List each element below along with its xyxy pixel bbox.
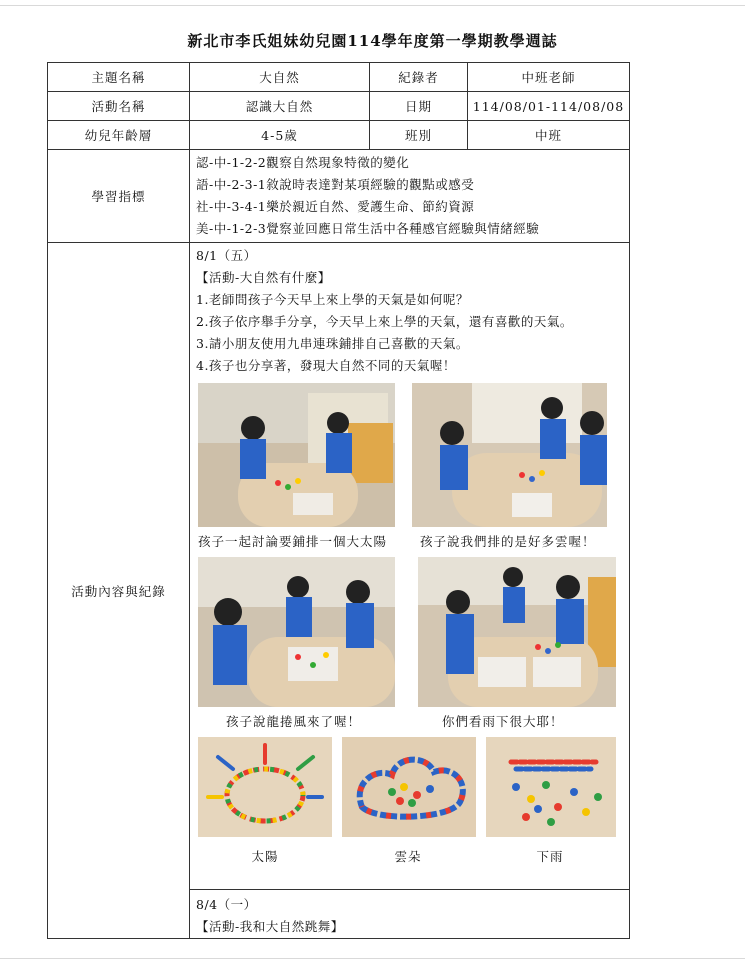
photo-caption: 孩子說我們排的是好多雲喔！ [420, 534, 596, 549]
theme-label: 主題名稱 [48, 63, 190, 92]
class-label: 班別 [370, 121, 468, 150]
classroom-photo-3 [198, 557, 395, 707]
classroom-photo-4 [418, 557, 616, 707]
day2-date: 8/4（一） [196, 897, 257, 912]
photo-caption: 孩子一起討論要鋪排一個大太陽 [198, 534, 388, 549]
bead-cloud-photo [342, 737, 476, 837]
date-value: 114/08/01-114/08/08 [468, 92, 630, 121]
photo-caption: 你們看雨下很大耶！ [442, 714, 564, 729]
bead-photo-row [190, 737, 629, 871]
recorder-value: 中班老師 [468, 63, 630, 92]
day1-step: 2.孩子依序舉手分享，今天早上來上學的天氣，還有喜歡的天氣。 [196, 314, 573, 329]
date-label: 日期 [370, 92, 468, 121]
recorder-label: 紀錄者 [370, 63, 468, 92]
bead-rain-photo [486, 737, 616, 837]
record-label: 活動內容與紀錄 [48, 243, 190, 939]
classroom-photo-2 [412, 383, 607, 527]
age-value: 4-5歲 [190, 121, 370, 150]
goal-item: 認-中-1-2-2觀察自然現象特徵的變化 [196, 155, 410, 170]
day2-activity-title: 【活動-我和大自然跳舞】 [196, 919, 344, 934]
goals-label: 學習指標 [48, 150, 190, 243]
goal-item: 語-中-2-3-1敘說時表達對某項經驗的觀點或感受 [196, 177, 475, 192]
day1-step: 3.請小朋友使用九串連珠鋪排自己喜歡的天氣。 [196, 336, 469, 351]
goals-list [190, 150, 630, 243]
activity-value: 認識大自然 [190, 92, 370, 121]
day1-step: 4.孩子也分享著，發現大自然不同的天氣喔！ [196, 358, 456, 373]
photo-gallery [190, 377, 629, 737]
record-content [190, 243, 630, 939]
goal-item: 社-中-3-4-1樂於親近自然、愛護生命、節約資源 [196, 199, 475, 214]
photo-caption: 孩子說龍捲風來了喔！ [226, 714, 362, 729]
classroom-photo-1 [198, 383, 395, 527]
activity-label: 活動名稱 [48, 92, 190, 121]
teaching-record-form [47, 62, 629, 939]
theme-value: 大自然 [190, 63, 370, 92]
day1-step: 1.老師問孩子今天早上來上學的天氣是如何呢？ [196, 292, 469, 307]
bead-caption: 雲朵 [394, 849, 422, 864]
top-edge-line [0, 5, 745, 6]
document-title: 新北市李氏姐妹幼兒園114學年度第一學期教學週誌 [187, 32, 558, 50]
bead-caption: 下雨 [536, 849, 564, 864]
bottom-edge-line [0, 958, 745, 959]
bead-caption: 太陽 [251, 849, 279, 864]
day1-activity-title: 【活動-大自然有什麼】 [196, 270, 331, 285]
class-value: 中班 [468, 121, 630, 150]
goal-item: 美-中-1-2-3覺察並回應日常生活中各種感官經驗與情緒經驗 [196, 221, 540, 236]
bead-sun-photo [198, 737, 332, 837]
age-label: 幼兒年齡層 [48, 121, 190, 150]
day1-date: 8/1（五） [196, 248, 257, 263]
